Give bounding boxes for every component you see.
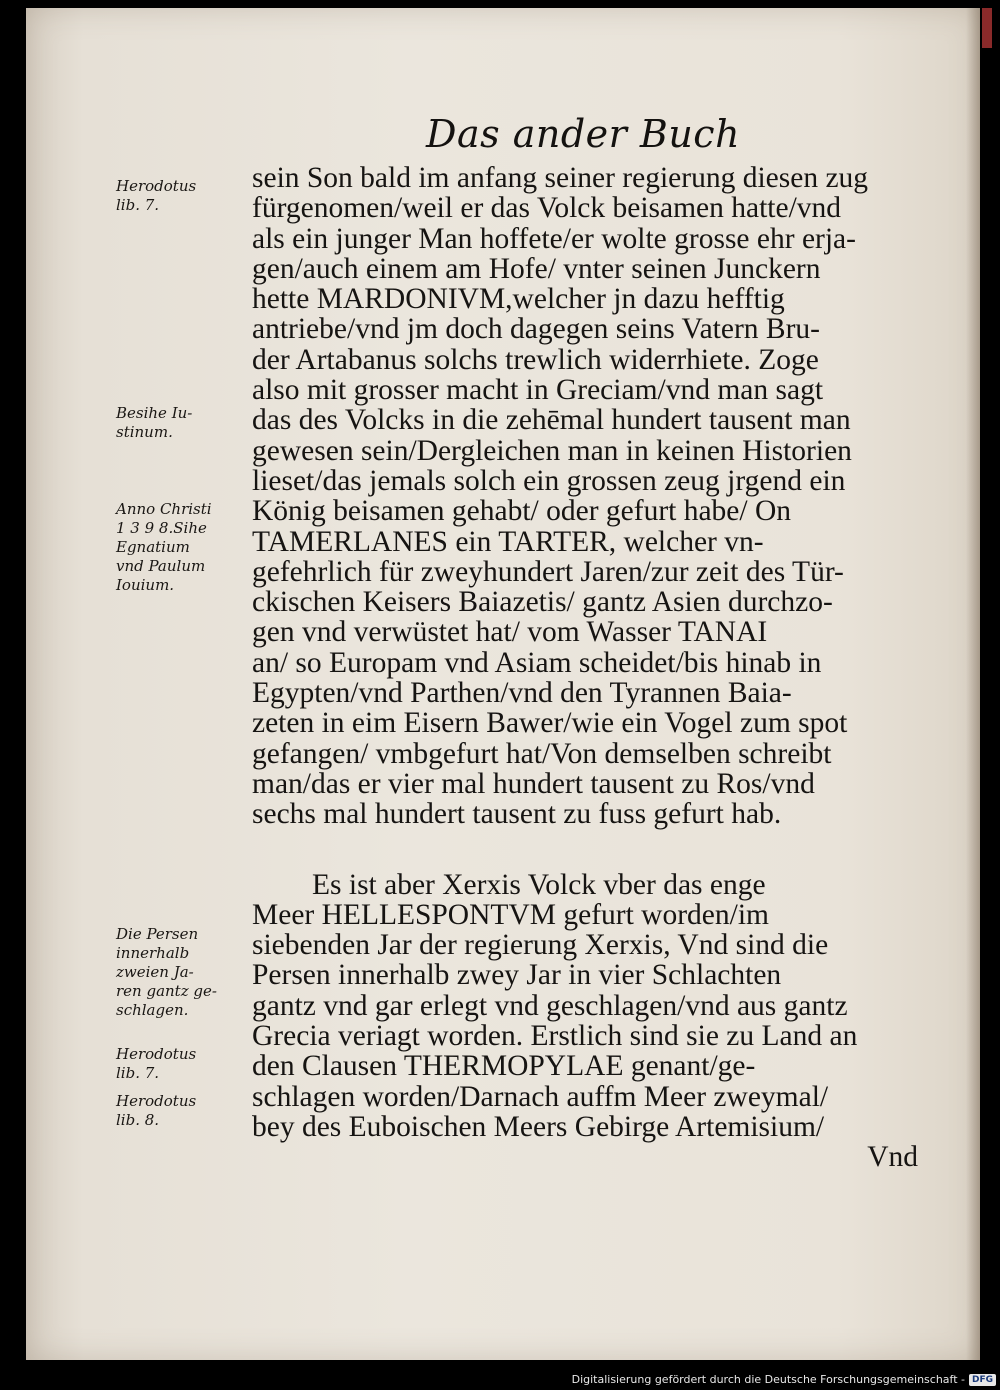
text-line: gen vnd verwüstet hat/ vom Wasser TANAI <box>252 616 768 649</box>
page-edge-shadow <box>966 8 980 1360</box>
dfg-logo-icon: DFG <box>969 1374 996 1386</box>
text-line: antriebe/vnd jm doch dagegen seins Vatern Bru- <box>252 313 820 346</box>
text-line: Egypten/vnd Parthen/vnd den Tyrannen Baia- <box>252 677 792 710</box>
text-line: gewesen sein/Dergleichen man in keinen Historien <box>252 434 852 467</box>
text-line: Es ist aber Xerxis Volck vber das enge <box>312 868 766 901</box>
text-line: das des Volcks in die zehēmal hundert tausent man <box>252 404 851 437</box>
text-line: gefehrlich für zweyhundert Jaren/zur zeit des Tür- <box>252 555 844 588</box>
text-line: Persen innerhalb zwey Jar in vier Schlachten <box>252 959 782 992</box>
text-line: siebenden Jar der regierung Xerxis, Vnd sind die <box>252 929 829 962</box>
text-line: König beisamen gehabt/ oder gefurt habe/ On <box>252 495 792 528</box>
text-line: zeten in eim Eisern Bawer/wie ein Vogel zum spot <box>252 707 848 740</box>
text-line: gen/auch einem am Hofe/ vnter seinen Junckern <box>252 252 821 285</box>
marginal-note-herodotus-8: Herodotus lib. 8. <box>116 1092 197 1129</box>
text-line: den Clausen THERMOPYLAE genant/ge- <box>252 1050 756 1083</box>
marginal-note-herodotus-7a: Herodotus lib. 7. <box>116 177 197 214</box>
marginal-note-iustinum: Besihe Iu- stinum. <box>116 404 193 441</box>
text-line: als ein junger Man hoffete/er wolte grosse ehr erja- <box>252 222 856 255</box>
text-line: man/das er vier mal hundert tausent zu Ros/vnd <box>252 767 815 800</box>
footer-credit <box>572 1373 996 1386</box>
binding-ribbon <box>982 8 992 48</box>
text-line: ckischen Keisers Baiazetis/ gantz Asien durchzo- <box>252 586 833 619</box>
footer-credit-text: Digitalisierung gefördert durch die Deutsche Forschungsgemeinschaft - <box>571 1373 965 1386</box>
text-line: gefangen/ vmbgefurt hat/Von demselben schreibt <box>252 737 832 770</box>
text-line: hette MARDONIVM,welcher jn dazu hefftig <box>252 283 785 316</box>
text-line: fürgenomen/weil er das Volck beisamen hatte/vnd <box>252 192 842 225</box>
text-line: sein Son bald im anfang seiner regierung diesen zug <box>252 162 869 194</box>
text-line: an/ so Europam vnd Asiam scheidet/bis hinab in <box>252 646 822 679</box>
running-header: Das ander Buch <box>426 112 741 156</box>
text-line: lieset/das jemals solch ein grossen zeug jrgend ein <box>252 464 846 497</box>
text-line: sechs mal hundert tausent zu fuss gefurt hab. <box>252 798 782 831</box>
marginal-note-herodotus-7b: Herodotus lib. 7. <box>116 1045 197 1082</box>
text-line: Grecia veriagt worden. Erstlich sind sie zu Land an <box>252 1020 858 1053</box>
catchword: Vnd <box>867 1141 918 1174</box>
paragraph-gap <box>252 830 924 870</box>
main-text-block <box>252 163 924 1173</box>
text-line: bey des Euboischen Meers Gebirge Artemisium/ <box>252 1110 825 1143</box>
text-line: schlagen worden/Darnach auffm Meer zweymal/ <box>252 1080 829 1113</box>
text-line: TAMERLANES ein TARTER, welcher vn- <box>252 525 764 558</box>
text-line: der Artabanus solchs trewlich widerrhiete. Zoge <box>252 343 819 376</box>
marginal-note-persen: Die Persen innerhalb zweien Ja- ren gantz ge- schlagen. <box>116 925 217 1019</box>
text-line: gantz vnd gar erlegt vnd geschlagen/vnd aus gantz <box>252 989 848 1022</box>
marginal-note-anno: Anno Christi 1 3 9 8.Sihe Egnatium vnd Paulum Iouium. <box>116 500 212 594</box>
text-line: also mit grosser macht in Greciam/vnd man sagt <box>252 374 824 407</box>
text-line: Meer HELLESPONTVM gefurt worden/im <box>252 898 769 931</box>
